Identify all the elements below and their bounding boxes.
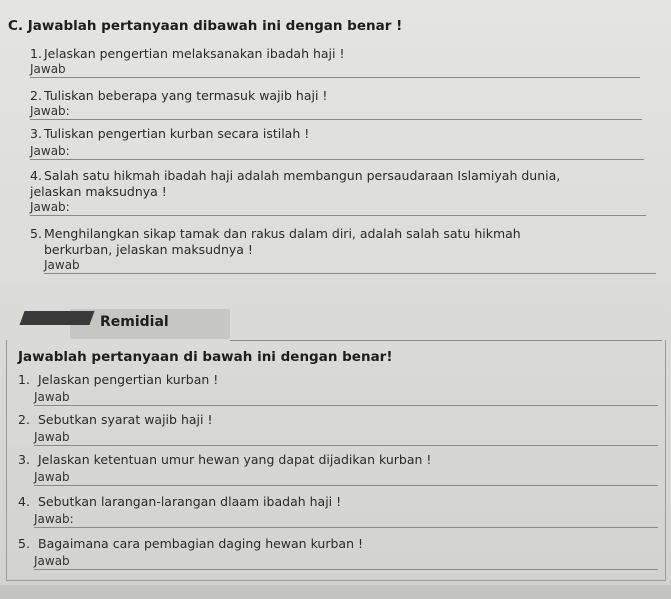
answer-label: Jawab: [34, 390, 70, 404]
question-number: 2.: [18, 412, 30, 427]
question-text: Jelaskan ketentuan umur hewan yang dapat dijadikan kurban !: [38, 452, 432, 467]
answer-line[interactable]: [30, 144, 644, 160]
question-text: Tuliskan beberapa yang termasuk wajib haji !: [44, 88, 328, 103]
question-text-continued: berkurban, jelaskan maksudnya !: [44, 242, 253, 257]
question-text: Jelaskan pengertian kurban !: [38, 372, 219, 387]
answer-line[interactable]: [34, 470, 658, 486]
question-number: 1.: [30, 46, 42, 61]
question-number: 2.: [30, 88, 42, 103]
answer-label: Jawab:: [30, 144, 70, 158]
answer-label: Jawab:: [34, 512, 74, 526]
question-number: 5.: [30, 226, 42, 241]
answer-label: Jawab: [30, 62, 66, 76]
answer-line[interactable]: [30, 104, 642, 120]
question-number: 4.: [30, 168, 42, 183]
answer-line[interactable]: [30, 200, 646, 216]
question-number: 5.: [18, 536, 30, 551]
question-text-continued: jelaskan maksudnya !: [30, 184, 167, 199]
answer-label: Jawab:: [30, 200, 70, 214]
answer-label: Jawab: [34, 430, 70, 444]
question-number: 3.: [18, 452, 30, 467]
question-text: Sebutkan syarat wajib haji !: [38, 412, 213, 427]
answer-line[interactable]: [34, 430, 658, 446]
answer-label: Jawab:: [30, 104, 70, 118]
answer-line[interactable]: [34, 512, 658, 528]
question-text: Jelaskan pengertian melaksanakan ibadah haji !: [44, 46, 345, 61]
question-text: Menghilangkan sikap tamak dan rakus dalam diri, adalah salah satu hikmah: [44, 226, 521, 241]
question-text: Bagaimana cara pembagian daging hewan kurban !: [38, 536, 363, 551]
answer-label: Jawab: [34, 554, 70, 568]
page-bottom-edge: [0, 585, 671, 599]
question-text: Salah satu hikmah ibadah haji adalah membangun persaudaraan Islamiyah dunia,: [44, 168, 561, 183]
answer-line[interactable]: [44, 258, 656, 274]
answer-line[interactable]: [30, 62, 640, 78]
remidial-tab-decoration: [19, 311, 94, 325]
question-number: 1.: [18, 372, 30, 387]
question-number: 3.: [30, 126, 42, 141]
answer-line[interactable]: [34, 554, 658, 570]
remidial-label: Remidial: [100, 314, 169, 330]
question-text: Tuliskan pengertian kurban secara istilah !: [44, 126, 310, 141]
answer-label: Jawab: [34, 470, 70, 484]
section-c-title: C. Jawablah pertanyaan dibawah ini dengan benar !: [8, 18, 403, 34]
answer-line[interactable]: [34, 390, 658, 406]
question-text: Sebutkan larangan-larangan dlaam ibadah haji !: [38, 494, 342, 509]
question-number: 4.: [18, 494, 30, 509]
remidial-title: Jawablah pertanyaan di bawah ini dengan benar!: [18, 349, 393, 365]
answer-label: Jawab: [44, 258, 80, 272]
